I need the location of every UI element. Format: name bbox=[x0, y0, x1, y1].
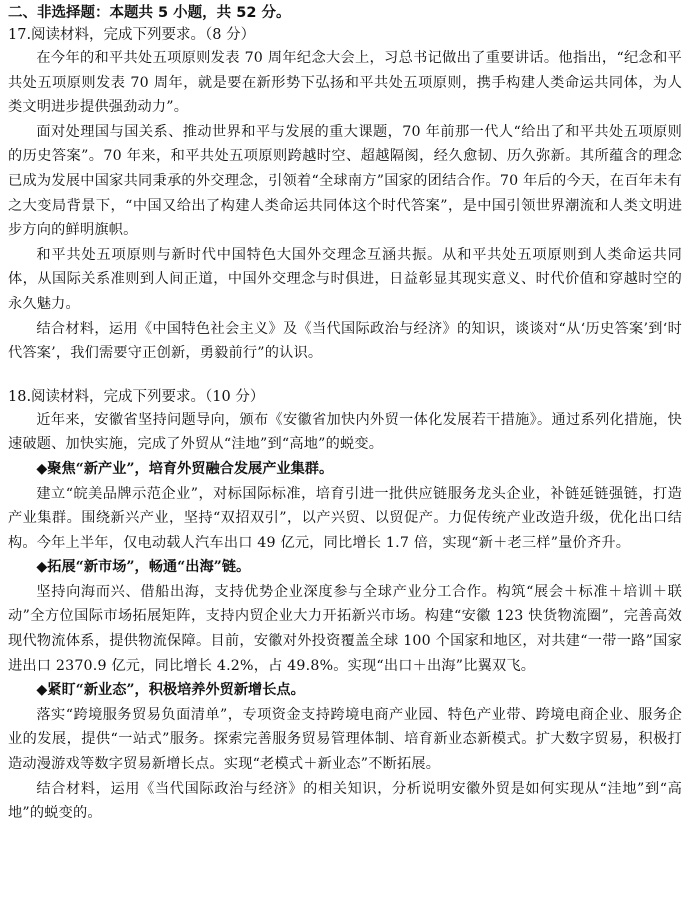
q18-bullet-3: ◆紧盯“新业态”，积极培养外贸新增长点。 bbox=[36, 682, 305, 699]
q18-bullet-2: ◆拓展“新市场”，畅通“出海”链。 bbox=[36, 559, 251, 576]
q18-question: 结合材料，运用《当代国际政治与经济》的相关知识，分析说明安徽外贸是如何实现从“洼地”到“高地”的蜕变的。 bbox=[8, 780, 682, 822]
question-18 bbox=[8, 386, 682, 826]
question-17 bbox=[8, 24, 682, 366]
q18-bullet-1: ◆聚焦“新产业”，培育外贸融合发展产业集群。 bbox=[36, 460, 334, 477]
q18-paragraph-1: 建立“皖美品牌示范企业”，对标国际标准，培育引进一批供应链服务龙头企业，补链延链强链，打造产业集群。围绕新兴产业，坚持“双招双引”，以产兴贸、以贸促产。力促传统产业改造升级，优化出口结构。今年上半年，仅电动载人汽车出口 49 亿元，同比增长 1.7 倍，实现“新＋老三样”量价齐升。 bbox=[8, 485, 682, 551]
q17-question: 结合材料，运用《中国特色社会主义》及《当代国际政治与经济》的知识，谈谈对“从‘历史答案’到‘时代答案’，我们需要守正创新，勇毅前行”的认识。 bbox=[8, 320, 682, 362]
q17-paragraph-1: 在今年的和平共处五项原则发表 70 周年纪念大会上，习总书记做出了重要讲话。他指出，“纪念和平共处五项原则发表 70 周年，就是要在新形势下弘扬和平共处五项原则，携手构建人类命运共同体，为人类文明进步提供强劲动力”。 bbox=[8, 50, 682, 116]
q17-paragraph-3: 和平共处五项原则与新时代中国特色大国外交理念互涵共振。从和平共处五项原则到人类命运共同体，从国际关系准则到人间正道，中国外交理念与时俱进，日益彰显其现实意义、时代价值和穿越时空的永久魅力。 bbox=[8, 246, 682, 312]
q17-paragraph-2: 面对处理国与国关系、推动世界和平与发展的重大课题，70 年前那一代人“给出了和平共处五项原则的历史答案”。70 年来，和平共处五项原则跨越时空、超越隔阂，经久愈韧、历久弥新。其所蕴含的理念已成为发展中国家共同秉承的外交理念，引领着“全球南方”国家的团结合作。70 年后的今天，在百年未有之大变局背景下，“中国又给出了构建人类命运共同体这个时代答案”，是中国引领世界潮流和人类文明进步方向的鲜明旗帜。 bbox=[8, 123, 682, 239]
spacer bbox=[8, 366, 682, 386]
q18-paragraph-2: 坚持向海而兴、借船出海，支持优势企业深度参与全球产业分工合作。构筑“展会＋标准＋培训＋联动”全方位国际市场拓展矩阵，支持内贸企业大力开拓新兴市场。构建“安徽 123 快货物流圈”，完善高效现代物流体系，提供物流保障。目前，安徽对外投资覆盖全球 100 个国家和地区，对共建“一带一路”国家进出口 2370.9 亿元，同比增长 4.2%，占 49.8%。实现“出口＋出海”比翼双飞。 bbox=[8, 583, 682, 674]
q18-paragraph-3: 落实“跨境服务贸易负面清单”，专项资金支持跨境电商产业园、特色产业带、跨境电商企业、服务企业的发展，提供“一站式”服务。探索完善服务贸易管理体制、培育新业态新模式。扩大数字贸易，积极打造动漫游戏等数字贸易新增长点。实现“老模式＋新业态”不断拓展。 bbox=[8, 706, 682, 773]
q18-title: 18.阅读材料，完成下列要求。（10 分） bbox=[8, 388, 265, 405]
q17-title: 17.阅读材料，完成下列要求。（8 分） bbox=[8, 27, 256, 43]
section-header: 二、非选择题：本题共 5 小题，共 52 分。 bbox=[8, 5, 291, 21]
q18-intro: 近年来，安徽省坚持问题导向，颁布《安徽省加快内外贸一体化发展若干措施》。通过系列化措施，快速破题、加快实施，完成了外贸从“洼地”到“高地”的蜕变。 bbox=[8, 411, 682, 453]
